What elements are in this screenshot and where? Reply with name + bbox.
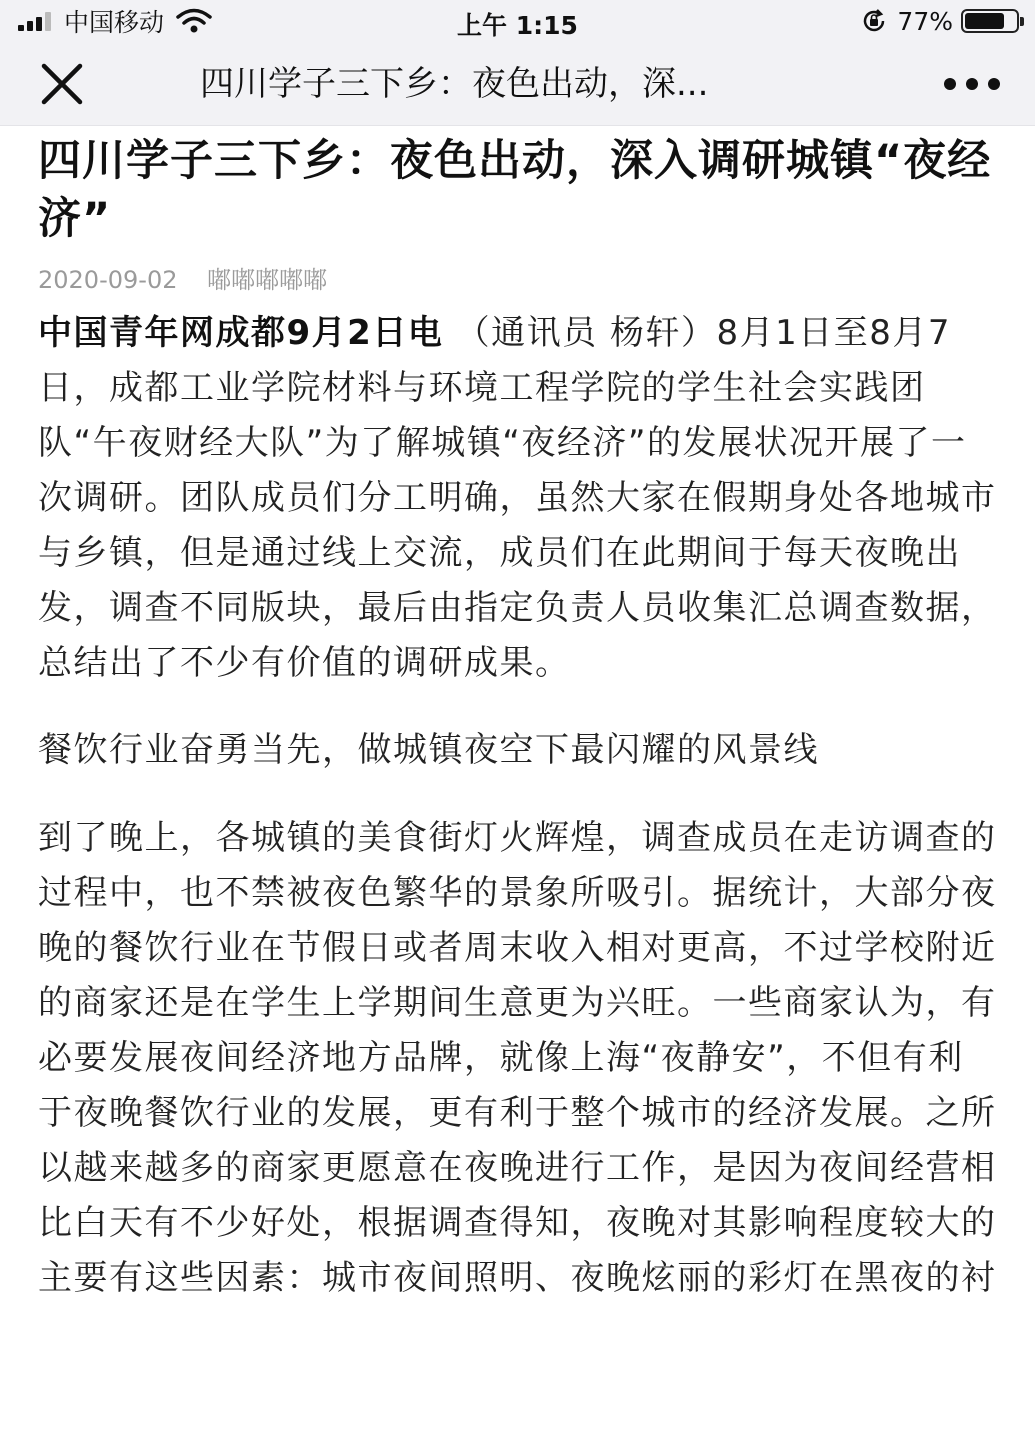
article [38, 126, 998, 1306]
carrier-name: 中国移动 [64, 8, 165, 37]
article-paragraph-2: 到了晚上，各城镇的美食街灯火辉煌，调查成员在走访调查的过程中，也不禁被夜色繁华的景象所吸引。据统计，大部分夜晚的餐饮行业在节假日或者周末收入相对更高，不过学校附近的商家还是在学生上学期间生意更为兴旺。一些商家认为，有必要发展夜间经济地方品牌，就像上海“夜静安”，不但有利于夜晚餐饮行业的发展，更有利于整个城市的经济发展。之所以越来越多的商家更愿意在夜晚进行工作，是因为夜间经营相比白天有不少好处，根据调查得知，夜晚对其影响程度较大的主要有这些因素：城市夜间照明、夜晚炫丽的彩灯在黑夜的衬 [38, 818, 997, 1298]
paragraph-body: （通讯员 杨轩）8月1日至8月7日，成都工业学院材料与环境工程学院的学生社会实践团队“午夜财经大队”为了解城镇“夜经济”的发展状况开展了一次调研。团队成员们分工明确，虽然大家在假期身处各地城市与乡镇，但是通过线上交流，成员们在此期间于每天夜晚出发，调查不同版块，最后由指定负责人员收集汇总调查数据，总结出了不少有价值的调研成果。 [38, 313, 997, 683]
paragraph-lead: 中国青年网成都9月2日电 [38, 313, 444, 353]
more-dots-icon[interactable] [940, 72, 1004, 96]
battery-icon [961, 9, 1019, 33]
nav-bar [0, 42, 1035, 126]
battery-percent: 77% [897, 6, 953, 36]
close-icon[interactable] [38, 62, 86, 106]
article-date: 2020-09-02 [38, 266, 178, 294]
nav-title: 四川学子三下乡：夜色出动，深... [200, 64, 709, 104]
article-title: 四川学子三下乡：夜色出动，深入调研城镇“夜经济” [38, 136, 992, 244]
article-author-link[interactable]: 嘟嘟嘟嘟嘟 [207, 266, 328, 294]
status-right [861, 6, 1019, 36]
article-meta [38, 258, 998, 302]
status-time: 上午 1:15 [457, 11, 578, 40]
article-paragraph [38, 306, 998, 691]
section-heading: 餐饮行业奋勇当先，做城镇夜空下最闪耀的风景线 [38, 730, 819, 770]
status-bar [0, 0, 1035, 42]
rotation-lock-icon [861, 8, 887, 34]
